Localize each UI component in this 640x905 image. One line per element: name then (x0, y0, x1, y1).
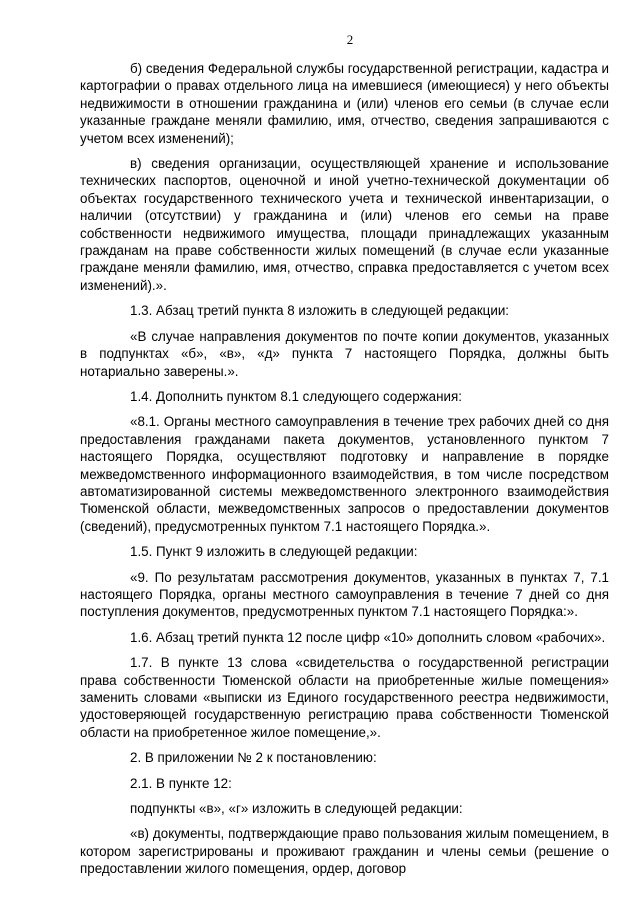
paragraph-2-heading: 2. В приложении № 2 к постановлению: (130, 750, 377, 766)
document-body (80, 60, 609, 878)
paragraph-2-1-subpoints: подпункты «в», «г» изложить в следующей редакции: (130, 801, 463, 817)
paragraph-1-4-text: «8.1. Органы местного самоуправления в течение трех рабочих дней со дня предоставления гражданами пакета документов, установленного пунктом 7 настоящего Порядка, осуществляют подготовку и направление в порядке межведомственного информационного взаимодействия, в том числе посредством автоматизированной системы межведомственного электронного взаимодействия Тюменской области, межведомственных запросов о предоставлении документов (сведений), предусмотренных пунктом 7.1 настоящего Порядка.». (80, 414, 609, 534)
page-number: 2 (346, 32, 354, 47)
paragraph-1-5-text: «9. По результатам рассмотрения документов, указанных в пунктах 7, 7.1 настоящего Порядка, органы местного самоуправления в течение 7 дней со дня поступления документов, предусмотренных пунктом 7.1 настоящего Порядка:». (80, 569, 609, 620)
paragraph-1v-technical-inventory-info: в) сведения организации, осуществляющей хранение и использование технических паспортов, оценочной и иной учетно-технической документации об объектах государственного технического учета и технической инвентаризации, о наличии (отсутствии) у гражданина и (или) членов его семьи на праве собственности недвижимого имущества, площади принадлежащих указанным гражданам на праве собственности жилых помещений (в случае если указанные граждане меняли фамилию, имя, отчество, справка предоставляется с учетом всех изменений).». (80, 156, 609, 293)
paragraph-2-1-heading: 2.1. В пункте 12: (130, 775, 232, 791)
paragraph-1-4-heading: 1.4. Дополнить пунктом 8.1 следующего содержания: (130, 388, 462, 404)
paragraph-1-6: 1.6. Абзац третий пункта 12 после цифр «10» дополнить словом «рабочих». (130, 629, 606, 645)
paragraph-1-7: 1.7. В пункте 13 слова «свидетельства о государственной регистрации права собственности Тюменской области на приобретенные жилые помещения» заменить словами «выписки из Единого государственного реестра недвижимости, удостоверяющей государственную регистрацию права собственности Тюменской области на приобретенное жилое помещение,». (80, 655, 609, 740)
paragraph-1-3-text: «В случае направления документов по почте копии документов, указанных в подпунктах «б», «в», «д» пункта 7 настоящего Порядка, должны быть нотариально заверены.». (80, 328, 609, 379)
paragraph-2-1-v-text: «в) документы, подтверждающие право пользования жилым помещением, в котором зарегистрированы и проживают гражданин и члены семьи (решение о предоставлении жилого помещения, ордер, договор (80, 826, 609, 877)
paragraph-1b-rosreestr-info: б) сведения Федеральной службы государственной регистрации, кадастра и картографии о правах отдельного лица на имевшиеся (имеющиеся) у него объекты недвижимости в отношении гражданина и (или) членов его семьи (в случае если указанные граждане меняли фамилию, имя, отчество, сведения запрашиваются с учетом всех изменений); (80, 61, 609, 146)
paragraph-1-5-heading: 1.5. Пункт 9 изложить в следующей редакции: (130, 544, 418, 560)
paragraph-1-3-heading: 1.3. Абзац третий пункта 8 изложить в следующей редакции: (130, 303, 510, 319)
